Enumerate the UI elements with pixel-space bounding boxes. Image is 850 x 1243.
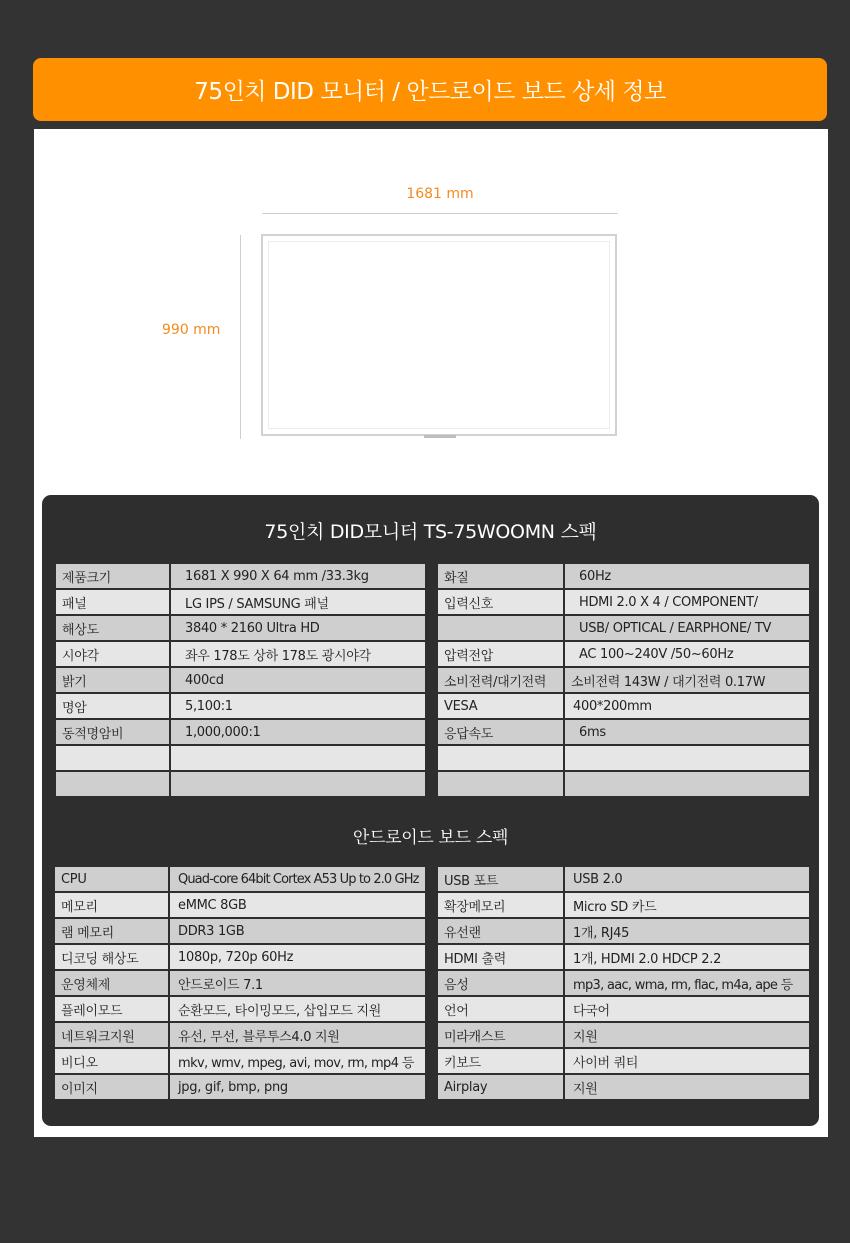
spec-key: 해상도 <box>56 616 169 640</box>
spec-value: eMMC 8GB <box>170 893 425 917</box>
spec-value: 유선, 무선, 블루투스4.0 지원 <box>170 1023 425 1047</box>
spec-key: 네트워크지원 <box>55 1023 168 1047</box>
spec-key: 입력신호 <box>438 590 563 614</box>
spec-box <box>42 495 819 1126</box>
spec-value: 60Hz <box>565 564 809 588</box>
spec-value: 6ms <box>565 720 809 744</box>
spec-value: 지원 <box>565 1023 809 1047</box>
spec-key: 이미지 <box>55 1075 168 1099</box>
monitor-spec-table-right <box>438 564 809 796</box>
spec-key: 압력전압 <box>438 642 563 666</box>
monitor-spec-title: 75인치 DID모니터 TS-75WOOMN 스펙 <box>264 521 597 543</box>
product-detail-panel <box>34 129 828 1137</box>
spec-key: USB 포트 <box>438 867 563 891</box>
spec-key <box>438 616 563 640</box>
spec-key: 시야각 <box>56 642 169 666</box>
spec-value: 3840 * 2160 Ultra HD <box>171 616 425 640</box>
spec-key: 화질 <box>438 564 563 588</box>
spec-value <box>171 772 425 796</box>
spec-key <box>438 772 563 796</box>
spec-value: 안드로이드 7.1 <box>170 971 425 995</box>
spec-key <box>438 746 563 770</box>
spec-key: Airplay <box>438 1075 563 1099</box>
monitor-stand <box>424 435 456 438</box>
spec-value: Quad-core 64bit Cortex A53 Up to 2.0 GHz <box>170 867 425 891</box>
monitor-screen <box>268 241 610 429</box>
spec-value <box>565 772 809 796</box>
spec-key: 디코딩 해상도 <box>55 945 168 969</box>
width-dimension-line <box>262 213 618 214</box>
board-spec-table-right <box>438 867 809 1099</box>
spec-value: DDR3 1GB <box>170 919 425 943</box>
spec-value <box>565 746 809 770</box>
spec-key: 밝기 <box>56 668 169 692</box>
spec-key: 명암 <box>56 694 169 718</box>
spec-key: 동적명암비 <box>56 720 169 744</box>
spec-key: 확장메모리 <box>438 893 563 917</box>
spec-key: HDMI 출력 <box>438 945 563 969</box>
monitor-illustration <box>261 234 617 436</box>
spec-key: 비디오 <box>55 1049 168 1073</box>
spec-key: CPU <box>55 867 168 891</box>
spec-value: 1080p, 720p 60Hz <box>170 945 425 969</box>
spec-key <box>56 772 169 796</box>
spec-key: 제품크기 <box>56 564 169 588</box>
spec-key: 미라캐스트 <box>438 1023 563 1047</box>
spec-value: 1개, RJ45 <box>565 919 809 943</box>
spec-key: 음성 <box>438 971 563 995</box>
spec-value: USB 2.0 <box>565 867 809 891</box>
spec-value: 다국어 <box>565 997 809 1021</box>
spec-value: 지원 <box>565 1075 809 1099</box>
spec-key: 언어 <box>438 997 563 1021</box>
spec-value: mp3, aac, wma, rm, flac, m4a, ape 등 <box>565 971 809 995</box>
spec-key: 메모리 <box>55 893 168 917</box>
spec-value: 1,000,000:1 <box>171 720 425 744</box>
board-spec-title: 안드로이드 보드 스펙 <box>352 828 509 848</box>
spec-value: mkv, wmv, mpeg, avi, mov, rm, mp4 등 <box>170 1049 425 1073</box>
spec-key: 유선랜 <box>438 919 563 943</box>
spec-value: HDMI 2.0 X 4 / COMPONENT/ <box>565 590 809 614</box>
spec-key: 플레이모드 <box>55 997 168 1021</box>
spec-value: 소비전력 143W / 대기전력 0.17W <box>565 668 809 692</box>
spec-value: LG IPS / SAMSUNG 패널 <box>171 590 425 614</box>
spec-value: 사이버 쿼티 <box>565 1049 809 1073</box>
monitor-spec-table-left <box>56 564 425 796</box>
spec-value: 400*200mm <box>565 694 809 718</box>
spec-key: VESA <box>438 694 563 718</box>
spec-value: 순환모드, 타이밍모드, 삽입모드 지원 <box>170 997 425 1021</box>
spec-key: 램 메모리 <box>55 919 168 943</box>
spec-value: jpg, gif, bmp, png <box>170 1075 425 1099</box>
spec-key: 패널 <box>56 590 169 614</box>
spec-value: 1681 X 990 X 64 mm /33.3kg <box>171 564 425 588</box>
spec-key: 키보드 <box>438 1049 563 1073</box>
board-spec-table-left <box>55 867 425 1099</box>
height-dimension-label: 990 mm <box>162 322 221 338</box>
spec-value: 좌우 178도 상하 178도 광시야각 <box>171 642 425 666</box>
spec-key: 응답속도 <box>438 720 563 744</box>
spec-value: Micro SD 카드 <box>565 893 809 917</box>
spec-value: 1개, HDMI 2.0 HDCP 2.2 <box>565 945 809 969</box>
spec-value: 400cd <box>171 668 425 692</box>
spec-value: AC 100~240V /50~60Hz <box>565 642 809 666</box>
spec-key <box>56 746 169 770</box>
spec-key: 소비전력/대기전력 <box>438 668 563 692</box>
spec-value <box>171 746 425 770</box>
page-title: 75인치 DID 모니터 / 안드로이드 보드 상세 정보 <box>33 58 827 121</box>
spec-value: 5,100:1 <box>171 694 425 718</box>
spec-key: 운영체제 <box>55 971 168 995</box>
width-dimension-label: 1681 mm <box>406 186 474 202</box>
spec-value: USB/ OPTICAL / EARPHONE/ TV <box>565 616 809 640</box>
